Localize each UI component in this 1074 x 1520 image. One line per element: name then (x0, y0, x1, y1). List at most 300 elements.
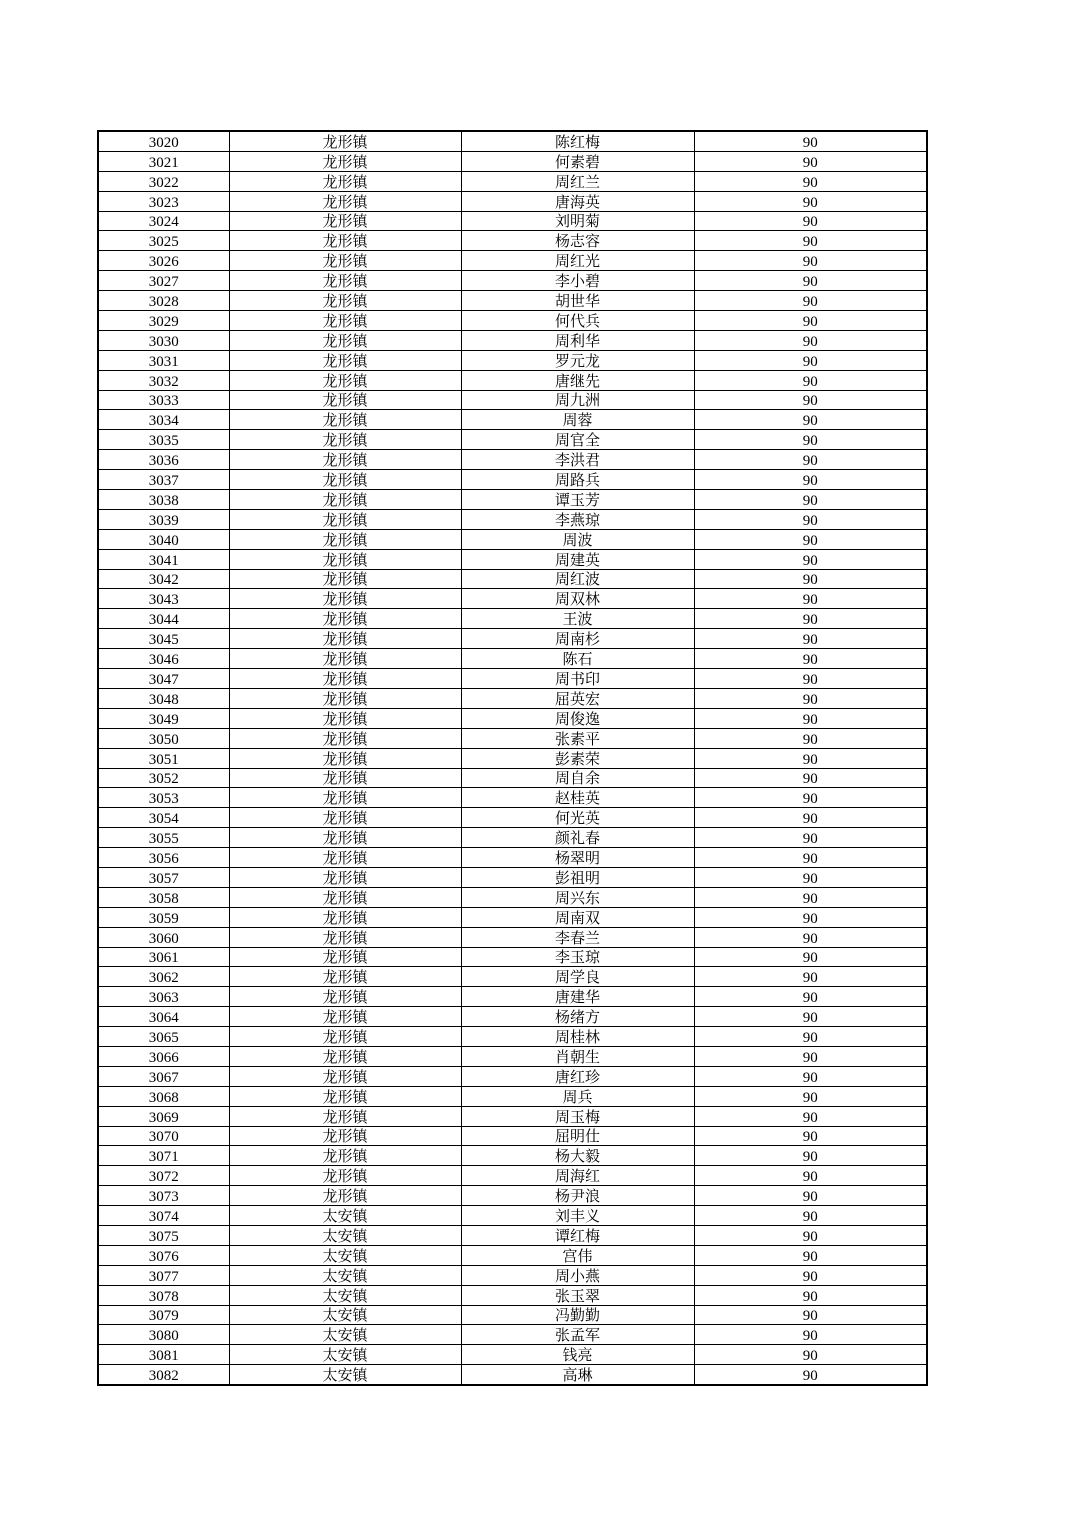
name-cell: 李燕琼 (461, 509, 694, 529)
record-number-cell: 3036 (98, 450, 229, 470)
record-number-cell: 3025 (98, 231, 229, 251)
town-cell: 龙形镇 (229, 1166, 461, 1186)
score-cell: 90 (694, 430, 927, 450)
score-cell: 90 (694, 1225, 927, 1245)
record-number-cell: 3053 (98, 788, 229, 808)
record-number-cell: 3029 (98, 311, 229, 331)
table-row (98, 171, 927, 191)
name-cell: 张玉翠 (461, 1285, 694, 1305)
record-number-cell: 3027 (98, 271, 229, 291)
score-cell: 90 (694, 728, 927, 748)
score-cell: 90 (694, 1166, 927, 1186)
score-cell: 90 (694, 609, 927, 629)
record-number-cell: 3080 (98, 1325, 229, 1345)
table-row (98, 1265, 927, 1285)
name-cell: 屈英宏 (461, 688, 694, 708)
town-cell: 龙形镇 (229, 529, 461, 549)
score-cell: 90 (694, 509, 927, 529)
record-number-cell: 3063 (98, 987, 229, 1007)
record-number-cell: 3058 (98, 887, 229, 907)
score-cell: 90 (694, 330, 927, 350)
town-cell: 龙形镇 (229, 947, 461, 967)
name-cell: 周海红 (461, 1166, 694, 1186)
name-cell: 谭玉芳 (461, 490, 694, 510)
table-row (98, 609, 927, 629)
record-number-cell: 3067 (98, 1066, 229, 1086)
table-row (98, 1225, 927, 1245)
town-cell: 龙形镇 (229, 390, 461, 410)
town-cell: 龙形镇 (229, 848, 461, 868)
name-cell: 彭祖明 (461, 867, 694, 887)
score-cell: 90 (694, 131, 927, 151)
name-cell: 高琳 (461, 1365, 694, 1385)
table-row (98, 828, 927, 848)
record-number-cell: 3076 (98, 1245, 229, 1265)
score-cell: 90 (694, 191, 927, 211)
town-cell: 龙形镇 (229, 669, 461, 689)
score-cell: 90 (694, 589, 927, 609)
name-cell: 罗元龙 (461, 350, 694, 370)
record-number-cell: 3070 (98, 1126, 229, 1146)
record-number-cell: 3024 (98, 211, 229, 231)
town-cell: 太安镇 (229, 1365, 461, 1385)
town-cell: 龙形镇 (229, 211, 461, 231)
town-cell: 龙形镇 (229, 430, 461, 450)
table-row (98, 788, 927, 808)
record-number-cell: 3030 (98, 330, 229, 350)
table-row (98, 509, 927, 529)
score-cell: 90 (694, 350, 927, 370)
town-cell: 太安镇 (229, 1206, 461, 1226)
record-number-cell: 3023 (98, 191, 229, 211)
table-row (98, 867, 927, 887)
score-cell: 90 (694, 708, 927, 728)
table-row (98, 231, 927, 251)
town-cell: 龙形镇 (229, 330, 461, 350)
table-row (98, 470, 927, 490)
town-cell: 龙形镇 (229, 649, 461, 669)
table-row (98, 927, 927, 947)
records-table-body (98, 131, 927, 1385)
name-cell: 周蓉 (461, 410, 694, 430)
name-cell: 杨翠明 (461, 848, 694, 868)
town-cell: 龙形镇 (229, 967, 461, 987)
name-cell: 李春兰 (461, 927, 694, 947)
score-cell: 90 (694, 311, 927, 331)
score-cell: 90 (694, 390, 927, 410)
score-cell: 90 (694, 1086, 927, 1106)
record-number-cell: 3047 (98, 669, 229, 689)
score-cell: 90 (694, 410, 927, 430)
score-cell: 90 (694, 1265, 927, 1285)
name-cell: 颜礼春 (461, 828, 694, 848)
town-cell: 龙形镇 (229, 1066, 461, 1086)
name-cell: 唐建华 (461, 987, 694, 1007)
town-cell: 龙形镇 (229, 231, 461, 251)
table-row (98, 967, 927, 987)
town-cell: 龙形镇 (229, 251, 461, 271)
town-cell: 龙形镇 (229, 629, 461, 649)
name-cell: 肖朝生 (461, 1046, 694, 1066)
score-cell: 90 (694, 768, 927, 788)
table-row (98, 1086, 927, 1106)
table-row (98, 251, 927, 271)
name-cell: 杨绪方 (461, 1007, 694, 1027)
record-number-cell: 3050 (98, 728, 229, 748)
table-row (98, 1345, 927, 1365)
table-row (98, 688, 927, 708)
record-number-cell: 3032 (98, 370, 229, 390)
table-row (98, 1365, 927, 1385)
score-cell: 90 (694, 271, 927, 291)
name-cell: 张素平 (461, 728, 694, 748)
name-cell: 周南双 (461, 907, 694, 927)
town-cell: 龙形镇 (229, 450, 461, 470)
name-cell: 钱亮 (461, 1345, 694, 1365)
table-row (98, 1046, 927, 1066)
table-row (98, 1285, 927, 1305)
name-cell: 周官全 (461, 430, 694, 450)
town-cell: 太安镇 (229, 1245, 461, 1265)
town-cell: 龙形镇 (229, 1106, 461, 1126)
name-cell: 杨志容 (461, 231, 694, 251)
score-cell: 90 (694, 788, 927, 808)
score-cell: 90 (694, 171, 927, 191)
name-cell: 周红波 (461, 569, 694, 589)
record-number-cell: 3057 (98, 867, 229, 887)
record-number-cell: 3056 (98, 848, 229, 868)
record-number-cell: 3049 (98, 708, 229, 728)
score-cell: 90 (694, 1126, 927, 1146)
record-number-cell: 3055 (98, 828, 229, 848)
record-number-cell: 3051 (98, 748, 229, 768)
town-cell: 龙形镇 (229, 490, 461, 510)
score-cell: 90 (694, 1305, 927, 1325)
name-cell: 周自余 (461, 768, 694, 788)
table-row (98, 947, 927, 967)
town-cell: 太安镇 (229, 1225, 461, 1245)
table-row (98, 748, 927, 768)
town-cell: 龙形镇 (229, 569, 461, 589)
name-cell: 王波 (461, 609, 694, 629)
record-number-cell: 3071 (98, 1146, 229, 1166)
table-row (98, 1305, 927, 1325)
score-cell: 90 (694, 808, 927, 828)
score-cell: 90 (694, 887, 927, 907)
record-number-cell: 3069 (98, 1106, 229, 1126)
record-number-cell: 3046 (98, 649, 229, 669)
score-cell: 90 (694, 151, 927, 171)
name-cell: 周学良 (461, 967, 694, 987)
table-row (98, 669, 927, 689)
town-cell: 龙形镇 (229, 589, 461, 609)
table-row (98, 430, 927, 450)
score-cell: 90 (694, 529, 927, 549)
name-cell: 何光英 (461, 808, 694, 828)
table-row (98, 1206, 927, 1226)
name-cell: 陈石 (461, 649, 694, 669)
table-row (98, 151, 927, 171)
record-number-cell: 3064 (98, 1007, 229, 1027)
town-cell: 龙形镇 (229, 191, 461, 211)
table-row (98, 848, 927, 868)
record-number-cell: 3043 (98, 589, 229, 609)
table-row (98, 131, 927, 151)
table-row (98, 1007, 927, 1027)
record-number-cell: 3074 (98, 1206, 229, 1226)
score-cell: 90 (694, 649, 927, 669)
name-cell: 宫伟 (461, 1245, 694, 1265)
table-row (98, 708, 927, 728)
table-row (98, 191, 927, 211)
name-cell: 何素碧 (461, 151, 694, 171)
table-row (98, 410, 927, 430)
score-cell: 90 (694, 1285, 927, 1305)
town-cell: 龙形镇 (229, 1086, 461, 1106)
score-cell: 90 (694, 1027, 927, 1047)
score-cell: 90 (694, 450, 927, 470)
name-cell: 周书印 (461, 669, 694, 689)
record-number-cell: 3066 (98, 1046, 229, 1066)
score-cell: 90 (694, 907, 927, 927)
table-row (98, 350, 927, 370)
name-cell: 谭红梅 (461, 1225, 694, 1245)
town-cell: 龙形镇 (229, 370, 461, 390)
record-number-cell: 3054 (98, 808, 229, 828)
name-cell: 杨尹浪 (461, 1186, 694, 1206)
table-row (98, 271, 927, 291)
table-row (98, 529, 927, 549)
records-table (97, 130, 928, 1386)
name-cell: 周南杉 (461, 629, 694, 649)
record-number-cell: 3065 (98, 1027, 229, 1047)
table-row (98, 370, 927, 390)
score-cell: 90 (694, 1345, 927, 1365)
score-cell: 90 (694, 1206, 927, 1226)
town-cell: 太安镇 (229, 1305, 461, 1325)
name-cell: 李小碧 (461, 271, 694, 291)
town-cell: 龙形镇 (229, 509, 461, 529)
score-cell: 90 (694, 1106, 927, 1126)
name-cell: 赵桂英 (461, 788, 694, 808)
record-number-cell: 3033 (98, 390, 229, 410)
score-cell: 90 (694, 1245, 927, 1265)
town-cell: 龙形镇 (229, 867, 461, 887)
town-cell: 龙形镇 (229, 131, 461, 151)
name-cell: 刘丰义 (461, 1206, 694, 1226)
table-row (98, 768, 927, 788)
table-row (98, 649, 927, 669)
table-row (98, 311, 927, 331)
record-number-cell: 3031 (98, 350, 229, 370)
record-number-cell: 3034 (98, 410, 229, 430)
score-cell: 90 (694, 848, 927, 868)
name-cell: 屈明仕 (461, 1126, 694, 1146)
record-number-cell: 3082 (98, 1365, 229, 1385)
name-cell: 周桂林 (461, 1027, 694, 1047)
name-cell: 周双林 (461, 589, 694, 609)
town-cell: 龙形镇 (229, 1126, 461, 1146)
record-number-cell: 3078 (98, 1285, 229, 1305)
record-number-cell: 3073 (98, 1186, 229, 1206)
town-cell: 龙形镇 (229, 748, 461, 768)
record-number-cell: 3038 (98, 490, 229, 510)
name-cell: 周利华 (461, 330, 694, 350)
record-number-cell: 3022 (98, 171, 229, 191)
score-cell: 90 (694, 669, 927, 689)
record-number-cell: 3045 (98, 629, 229, 649)
score-cell: 90 (694, 251, 927, 271)
score-cell: 90 (694, 211, 927, 231)
record-number-cell: 3044 (98, 609, 229, 629)
town-cell: 龙形镇 (229, 728, 461, 748)
table-row (98, 907, 927, 927)
score-cell: 90 (694, 867, 927, 887)
score-cell: 90 (694, 1325, 927, 1345)
town-cell: 龙形镇 (229, 708, 461, 728)
record-number-cell: 3079 (98, 1305, 229, 1325)
record-number-cell: 3072 (98, 1166, 229, 1186)
town-cell: 太安镇 (229, 1265, 461, 1285)
table-row (98, 390, 927, 410)
score-cell: 90 (694, 490, 927, 510)
town-cell: 龙形镇 (229, 1046, 461, 1066)
name-cell: 冯勤勤 (461, 1305, 694, 1325)
score-cell: 90 (694, 1146, 927, 1166)
table-row (98, 987, 927, 1007)
town-cell: 龙形镇 (229, 828, 461, 848)
town-cell: 龙形镇 (229, 788, 461, 808)
name-cell: 唐红珍 (461, 1066, 694, 1086)
name-cell: 刘明菊 (461, 211, 694, 231)
record-number-cell: 3039 (98, 509, 229, 529)
name-cell: 周玉梅 (461, 1106, 694, 1126)
table-row (98, 808, 927, 828)
score-cell: 90 (694, 1046, 927, 1066)
name-cell: 周波 (461, 529, 694, 549)
town-cell: 龙形镇 (229, 549, 461, 569)
record-number-cell: 3042 (98, 569, 229, 589)
record-number-cell: 3075 (98, 1225, 229, 1245)
record-number-cell: 3028 (98, 291, 229, 311)
table-row (98, 1245, 927, 1265)
table-row (98, 211, 927, 231)
table-row (98, 1126, 927, 1146)
name-cell: 何代兵 (461, 311, 694, 331)
record-number-cell: 3041 (98, 549, 229, 569)
score-cell: 90 (694, 1186, 927, 1206)
name-cell: 周路兵 (461, 470, 694, 490)
score-cell: 90 (694, 291, 927, 311)
town-cell: 龙形镇 (229, 1146, 461, 1166)
town-cell: 龙形镇 (229, 808, 461, 828)
town-cell: 龙形镇 (229, 291, 461, 311)
record-number-cell: 3060 (98, 927, 229, 947)
score-cell: 90 (694, 370, 927, 390)
table-row (98, 291, 927, 311)
record-number-cell: 3026 (98, 251, 229, 271)
record-number-cell: 3059 (98, 907, 229, 927)
name-cell: 陈红梅 (461, 131, 694, 151)
name-cell: 周俊逸 (461, 708, 694, 728)
table-row (98, 1027, 927, 1047)
record-number-cell: 3052 (98, 768, 229, 788)
name-cell: 周兵 (461, 1086, 694, 1106)
record-number-cell: 3081 (98, 1345, 229, 1365)
name-cell: 张孟军 (461, 1325, 694, 1345)
town-cell: 太安镇 (229, 1345, 461, 1365)
town-cell: 龙形镇 (229, 470, 461, 490)
record-number-cell: 3048 (98, 688, 229, 708)
town-cell: 龙形镇 (229, 350, 461, 370)
name-cell: 周九洲 (461, 390, 694, 410)
town-cell: 太安镇 (229, 1285, 461, 1305)
table-row (98, 1166, 927, 1186)
record-number-cell: 3061 (98, 947, 229, 967)
table-row (98, 629, 927, 649)
name-cell: 李洪君 (461, 450, 694, 470)
town-cell: 太安镇 (229, 1325, 461, 1345)
town-cell: 龙形镇 (229, 171, 461, 191)
town-cell: 龙形镇 (229, 271, 461, 291)
score-cell: 90 (694, 231, 927, 251)
town-cell: 龙形镇 (229, 887, 461, 907)
table-row (98, 728, 927, 748)
table-row (98, 549, 927, 569)
name-cell: 胡世华 (461, 291, 694, 311)
table-row (98, 450, 927, 470)
score-cell: 90 (694, 748, 927, 768)
table-row (98, 589, 927, 609)
table-row (98, 1186, 927, 1206)
score-cell: 90 (694, 967, 927, 987)
town-cell: 龙形镇 (229, 907, 461, 927)
town-cell: 龙形镇 (229, 311, 461, 331)
score-cell: 90 (694, 549, 927, 569)
name-cell: 周小燕 (461, 1265, 694, 1285)
name-cell: 周建英 (461, 549, 694, 569)
town-cell: 龙形镇 (229, 1186, 461, 1206)
table-row (98, 490, 927, 510)
town-cell: 龙形镇 (229, 151, 461, 171)
name-cell: 周红兰 (461, 171, 694, 191)
score-cell: 90 (694, 688, 927, 708)
name-cell: 唐继先 (461, 370, 694, 390)
record-number-cell: 3040 (98, 529, 229, 549)
name-cell: 周红光 (461, 251, 694, 271)
score-cell: 90 (694, 927, 927, 947)
town-cell: 龙形镇 (229, 987, 461, 1007)
name-cell: 李玉琼 (461, 947, 694, 967)
town-cell: 龙形镇 (229, 609, 461, 629)
record-number-cell: 3037 (98, 470, 229, 490)
town-cell: 龙形镇 (229, 688, 461, 708)
table-row (98, 1066, 927, 1086)
table-row (98, 1146, 927, 1166)
record-number-cell: 3077 (98, 1265, 229, 1285)
table-row (98, 330, 927, 350)
town-cell: 龙形镇 (229, 927, 461, 947)
record-number-cell: 3062 (98, 967, 229, 987)
table-row (98, 887, 927, 907)
score-cell: 90 (694, 828, 927, 848)
town-cell: 龙形镇 (229, 410, 461, 430)
town-cell: 龙形镇 (229, 1007, 461, 1027)
record-number-cell: 3020 (98, 131, 229, 151)
score-cell: 90 (694, 987, 927, 1007)
score-cell: 90 (694, 569, 927, 589)
name-cell: 周兴东 (461, 887, 694, 907)
